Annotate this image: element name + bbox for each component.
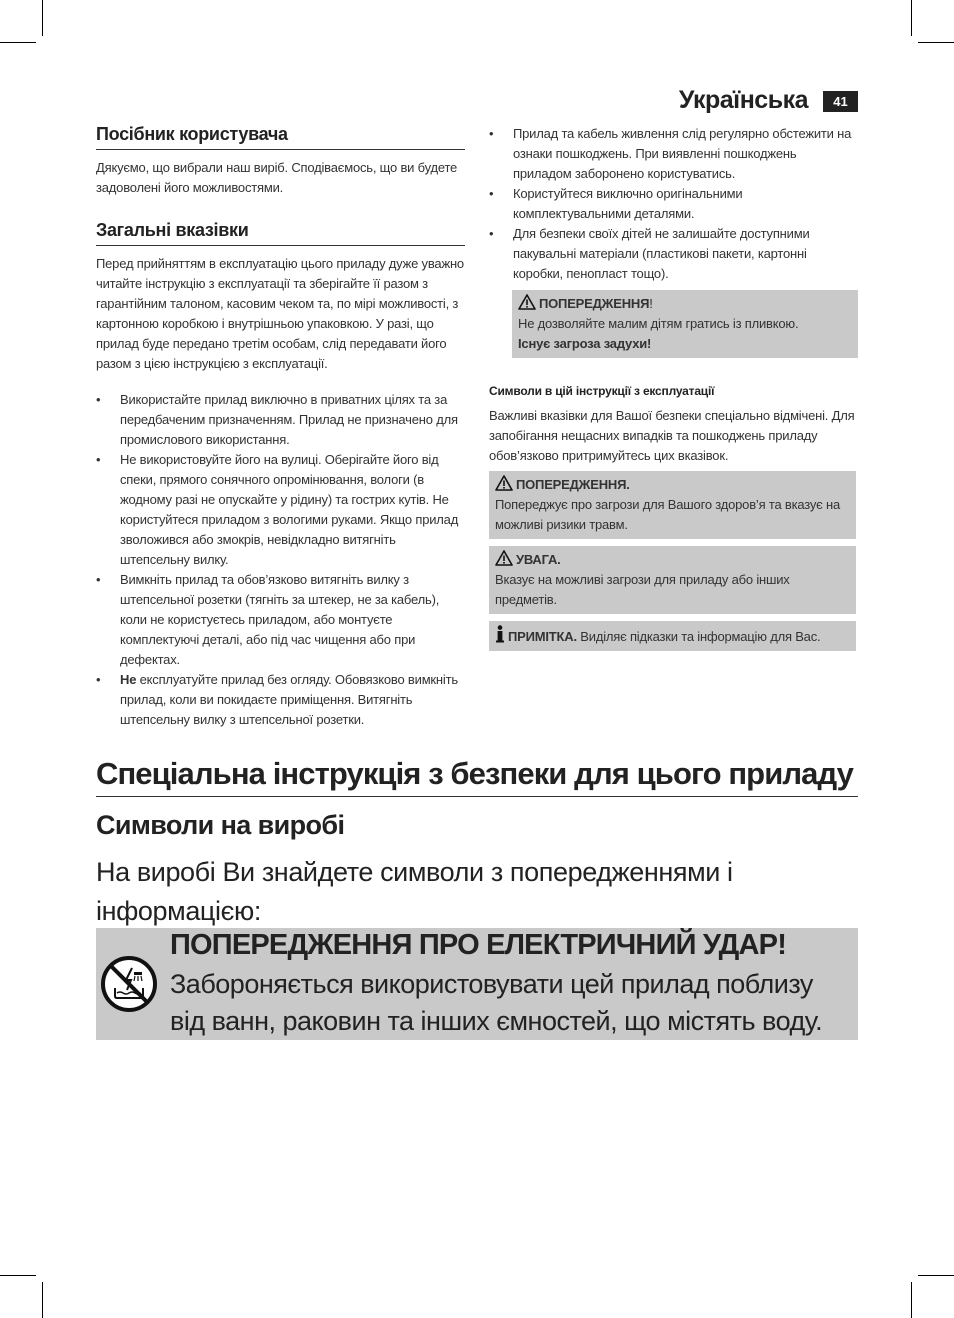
note-box — [489, 621, 856, 651]
bullet-icon: • — [489, 226, 494, 241]
list-item — [96, 570, 465, 670]
warn-text: Попереджує про загрози для Вашого здоров’я та вказує на можливі ризики травм. — [495, 497, 841, 532]
crop-mark — [0, 1275, 36, 1276]
crop-mark — [0, 42, 36, 43]
caution-label: УВАГА. — [516, 552, 561, 567]
guide-title: Посібник користувача — [96, 124, 465, 150]
list-item — [96, 670, 465, 730]
symbols-text: Важливі вказівки для Вашої безпеки спеціально відмічені. Для запобігання нещасних випадків та пошкоджень приладу обов’язково притримуйтесь цих вказівок. — [489, 408, 855, 463]
bullet-icon: • — [489, 126, 494, 141]
language-header: Українська — [678, 86, 808, 114]
list-item-text: Користуйтеся виключно оригінальними комплектувальними деталями. — [513, 186, 743, 221]
list-item — [489, 224, 858, 284]
warn-label: ПОПЕРЕДЖЕННЯ. — [516, 477, 630, 492]
list-item-text: Для безпеки своїх дітей не залишайте доступними пакувальні матеріали (пластикові пакети, картонні коробки, пенопласт тощо). — [513, 226, 810, 281]
list-item-text: Прилад та кабель живлення слід регулярно обстежити на ознаки пошкоджень. При виявленні пошкоджень приладом заборонено користуватись. — [513, 126, 852, 181]
crop-mark — [911, 0, 912, 36]
warning-strong: Існує загроза задухи! — [518, 336, 652, 351]
bullet-icon: • — [96, 572, 101, 587]
bullet-icon: • — [489, 186, 494, 201]
warning-triangle-icon — [495, 475, 513, 491]
list-item-bold: Не — [120, 672, 137, 687]
warning-punct: ! — [649, 296, 653, 311]
bullet-icon: • — [96, 392, 101, 407]
note-text: Виділяє підказки та інформацію для Вас. — [576, 629, 821, 644]
product-symbols-intro: На виробі Ви знайдете символи з попередженнями і інформацією: — [96, 857, 733, 926]
crop-mark — [42, 1282, 43, 1318]
list-item — [489, 124, 858, 184]
banner-title: ПОПЕРЕДЖЕННЯ ПРО ЕЛЕКТРИЧНИЙ УДАР! — [170, 929, 787, 961]
info-icon — [495, 625, 505, 643]
list-item-text: Використайте прилад виключно в приватних цілях та за передбаченим призначенням. Прилад не призначено для промислового використання. — [120, 392, 458, 447]
banner-text: Забороняється використовувати цей прилад поблизу від ванн, раковин та інших ємностей, що містять воду. — [170, 969, 823, 1036]
crop-mark — [911, 1282, 912, 1318]
child-warning-box — [512, 290, 858, 358]
bullet-icon: • — [96, 672, 101, 687]
crop-mark — [918, 1275, 954, 1276]
list-item — [96, 450, 465, 570]
warning-triangle-icon — [518, 294, 536, 310]
crop-mark — [42, 0, 43, 36]
bullet-icon: • — [96, 452, 101, 467]
list-item-text: Не використовуйте його на вулиці. Оберігайте його від спеки, прямого сонячного опромінювання, вологи (в жодному разі не опускайте у рідину) та гострих кутів. Не користуйтеся приладом з вологими руками. Якщо прилад зволожився або змокрів, невідкладно витягніть штепсельну вилку. — [120, 452, 459, 567]
electric-shock-warning-banner — [96, 928, 858, 1040]
list-item-text: Вимкніть прилад та обов’язково витягніть вилку з штепсельної розетки (тягніть за штекер, не за кабель), коли не користуєтесь приладом, або монтуєте комплектуючі деталі, або під час чищення або при дефектах. — [120, 572, 440, 667]
left-column — [96, 124, 465, 730]
page-number: 41 — [823, 91, 858, 112]
warn-box — [489, 471, 856, 539]
crop-mark — [918, 42, 954, 43]
warning-label: ПОПЕРЕДЖЕННЯ — [539, 296, 650, 311]
list-item — [489, 184, 858, 224]
guide-text: Дякуємо, що вибрали наш виріб. Сподіваємось, що ви будете задоволені його можливостями. — [96, 160, 458, 195]
general-text: Перед прийняттям в експлуатацію цього приладу дуже уважно читайте інструкцію з експлуатації та зберігайте її разом з гарантійним талоном, касовим чеком та, по мірі можливості, з картонною коробкою і внутрішньою упаковкою. У разі, що прилад буде передано третім особам, слід передавати його разом з цією інструкцією з експлуатації. — [96, 256, 464, 371]
general-title: Загальні вказівки — [96, 220, 465, 246]
note-label: ПРИМІТКА. — [508, 629, 577, 644]
symbols-title: Символи в цій інструкції з експлуатації — [489, 384, 715, 398]
right-bullet-list — [489, 124, 858, 284]
caution-text: Вказує на можливі загрози для приладу або інших предметів. — [495, 572, 790, 607]
no-water-shock-icon — [99, 954, 159, 1014]
warning-text: Не дозволяйте малим дітям гратись із пливкою. — [518, 316, 799, 331]
special-safety-title: Спеціальна інструкція з безпеки для цього приладу — [96, 756, 858, 797]
caution-box — [489, 546, 856, 614]
warning-triangle-icon — [495, 550, 513, 566]
product-symbols-heading: Символи на виробі — [96, 810, 345, 840]
list-item-text: експлуатуйте прилад без огляду. Обовязково вимкніть прилад, коли ви покидаєте приміщення. Витягніть штепсельну вилку з штепсельної розетки. — [120, 672, 458, 727]
left-bullet-list — [96, 390, 465, 730]
right-column — [489, 124, 858, 651]
list-item — [96, 390, 465, 450]
